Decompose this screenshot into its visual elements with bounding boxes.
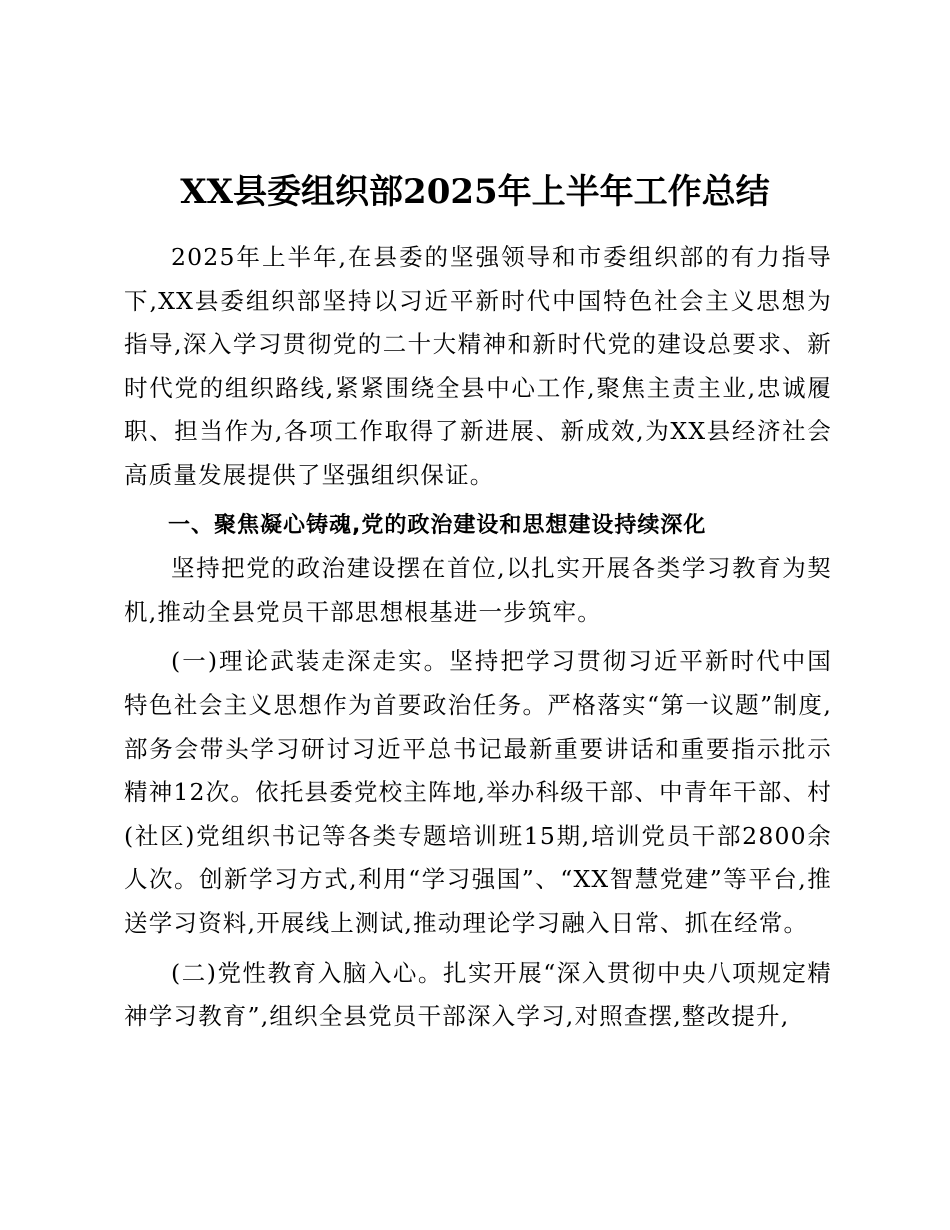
section-heading-1: 一、聚焦凝心铸魂,党的政治建设和思想建设持续深化 — [168, 512, 707, 538]
paragraph-subsection-1: (一)理论武装走深走实。坚持把学习贯彻习近平新时代中国特色社会主义思想作为首要政治任务。严格落实“第一议题”制度,部务会带头学习研讨习近平总书记最新重要讲话和重要指示批示精神12次。依托县委党校主阵地,举办科级干部、中青年干部、村(社区)党组织书记等各类专题培训班15期,培训党员干部2800余人次。创新学习方式,利用“学习强国”、“XX智慧党建”等平台,推送学习资料,开展线上测试,推动理论学习融入日常、抓在经常。 — [124, 647, 832, 937]
paragraph-section-1-intro: 坚持把党的政治建设摆在首位,以扎实开展各类学习教育为契机,推动全县党员干部思想根基进一步筑牢。 — [124, 554, 832, 626]
paragraph-subsection-2: (二)党性教育入脑入心。扎实开展“深入贯彻中央八项规定精神学习教育”,组织全县党员干部深入学习,对照查摆,整改提升, — [124, 958, 832, 1031]
document-body — [124, 236, 832, 1039]
document-title: XX县委组织部2025年上半年工作总结 — [180, 172, 770, 212]
paragraph-intro: 2025年上半年,在县委的坚强领导和市委组织部的有力指导下,XX县委组织部坚持以习近平新时代中国特色社会主义思想为指导,深入学习贯彻党的二十大精神和新时代党的建设总要求、新时代党的组织路线,紧紧围绕全县中心工作,聚焦主责主业,忠诚履职、担当作为,各项工作取得了新进展、新成效,为XX县经济社会高质量发展提供了坚强组织保证。 — [124, 243, 832, 489]
